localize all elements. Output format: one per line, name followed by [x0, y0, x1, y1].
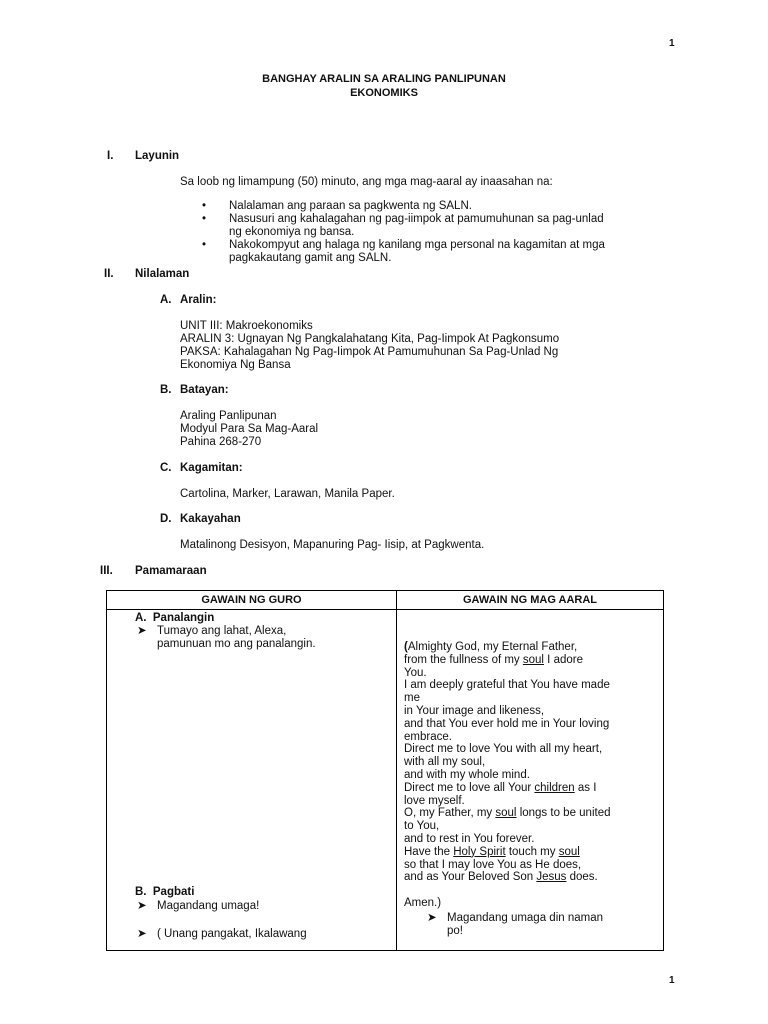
prayer-line: Have the Holy Spirit touch my soul [404, 845, 580, 858]
activity-a: A. Panalangin [135, 612, 215, 624]
section-3-heading: Pamamaraan [135, 565, 207, 577]
prayer-line: me [404, 692, 420, 705]
student-greeting-reply: ➤ Magandang umaga din naman po! [427, 912, 604, 937]
subsection-d-label: D. [160, 513, 172, 525]
prayer-line: and to rest in You forever. [404, 832, 535, 845]
subsection-a-label: A. [160, 294, 172, 306]
table-header-row [107, 591, 664, 610]
prayer-line: embrace. [404, 730, 452, 743]
section-1-heading: Layunin [135, 150, 180, 162]
header-teacher-activity: GAWAIN NG GURO [107, 591, 397, 610]
table-row [107, 610, 664, 951]
section-1-number: I. [107, 150, 114, 162]
subsection-b-content: Araling Panlipunan Modyul Para Sa Mag-Aaral Pahina 268-270 [180, 410, 319, 448]
prayer-line: and as Your Beloved Son Jesus does. [404, 871, 598, 884]
prayer-line: (Almighty God, my Eternal Father, [404, 641, 578, 653]
title-line-2: EKONOMIKS [350, 87, 418, 99]
teacher-greeting: ➤ Magandang umaga! [137, 900, 260, 912]
section-3-number: III. [100, 565, 113, 577]
teacher-activity-cell [107, 610, 397, 951]
subsection-a-content: UNIT III: Makroekonomiks ARALIN 3: Ugnayan Ng Pangkalahatang Kita, Pag-Iimpok At Pagkonsumo PAKSA: Kahalagahan Ng Pag-Iimpok At Pamumuhunan Sa Pag-Unlad Ng Ekonomiya Ng Bansa [180, 320, 560, 371]
prayer-line: to You, [404, 820, 440, 833]
prayer-line: You. [404, 666, 427, 679]
activity-b: B. Pagbati [135, 886, 195, 898]
teacher-group-call: ➤ ( Unang pangakat, Ikalawang [137, 928, 307, 940]
prayer-line: in Your image and likeness, [404, 704, 545, 717]
arrow-bullet-icon: ➤ [137, 625, 147, 637]
activity-table [106, 590, 664, 951]
objective-item: • Nasusuri ang kahalagahan ng pag-iimpok at pamumuhunan sa pag-unlad ng ekonomiya ng bansa. [200, 213, 670, 239]
prayer-line: and with my whole mind. [404, 768, 530, 781]
document-title [0, 72, 768, 100]
subsection-c-label: C. [160, 462, 172, 474]
prayer-text [404, 641, 659, 910]
subsection-a-heading: Aralin: [180, 294, 217, 306]
section-1-intro: Sa loob ng limampung (50) minuto, ang mga mag-aaral ay inaasahan na: [180, 176, 553, 188]
objective-item: • Nalalaman ang paraan sa pagkwenta ng SALN. [200, 200, 670, 213]
teacher-instruction-prayer: ➤ Tumayo ang lahat, Alexa, pamunuan mo ang panalangin. [137, 625, 316, 650]
prayer-line: Direct me to love all Your children as I [404, 781, 597, 794]
objectives-list [200, 200, 670, 265]
prayer-line: I am deeply grateful that You have made [404, 679, 610, 692]
prayer-line: and that You ever hold me in Your loving [404, 717, 610, 730]
prayer-line: so that I may love You as He does, [404, 858, 582, 871]
student-activity-cell [397, 610, 664, 951]
header-student-activity: GAWAIN NG MAG AARAL [397, 591, 664, 610]
page-number-top: 1 [669, 38, 675, 49]
prayer-line: love myself. [404, 794, 465, 807]
section-2-number: II. [104, 268, 114, 280]
prayer-line: with all my soul, [404, 756, 486, 769]
subsection-b-label: B. [160, 384, 172, 396]
objective-item: • Nakokompyut ang halaga ng kanilang mga personal na kagamitan at mga pagkakautang gamit ang SALN. [200, 239, 670, 265]
subsection-b-heading: Batayan: [180, 384, 229, 396]
subsection-c-content: Cartolina, Marker, Larawan, Manila Paper. [180, 488, 395, 500]
page-number-bottom: 1 [669, 975, 675, 986]
section-2-heading: Nilalaman [135, 268, 190, 280]
arrow-bullet-icon: ➤ [137, 928, 147, 940]
title-line-1: BANGHAY ARALIN SA ARALING PANLIPUNAN [262, 73, 506, 85]
subsection-d-heading: Kakayahan [180, 513, 241, 525]
subsection-d-content: Matalinong Desisyon, Mapanuring Pag- Iisip, at Pagkwenta. [180, 539, 485, 551]
prayer-line: O, my Father, my soul longs to be united [404, 807, 611, 820]
arrow-bullet-icon: ➤ [427, 912, 437, 924]
arrow-bullet-icon: ➤ [137, 900, 147, 912]
prayer-line [404, 884, 659, 897]
subsection-c-heading: Kagamitan: [180, 462, 243, 474]
prayer-line: Direct me to love You with all my heart, [404, 743, 603, 756]
prayer-line: Amen.) [404, 896, 442, 909]
prayer-line: from the fullness of my soul I adore [404, 653, 583, 666]
